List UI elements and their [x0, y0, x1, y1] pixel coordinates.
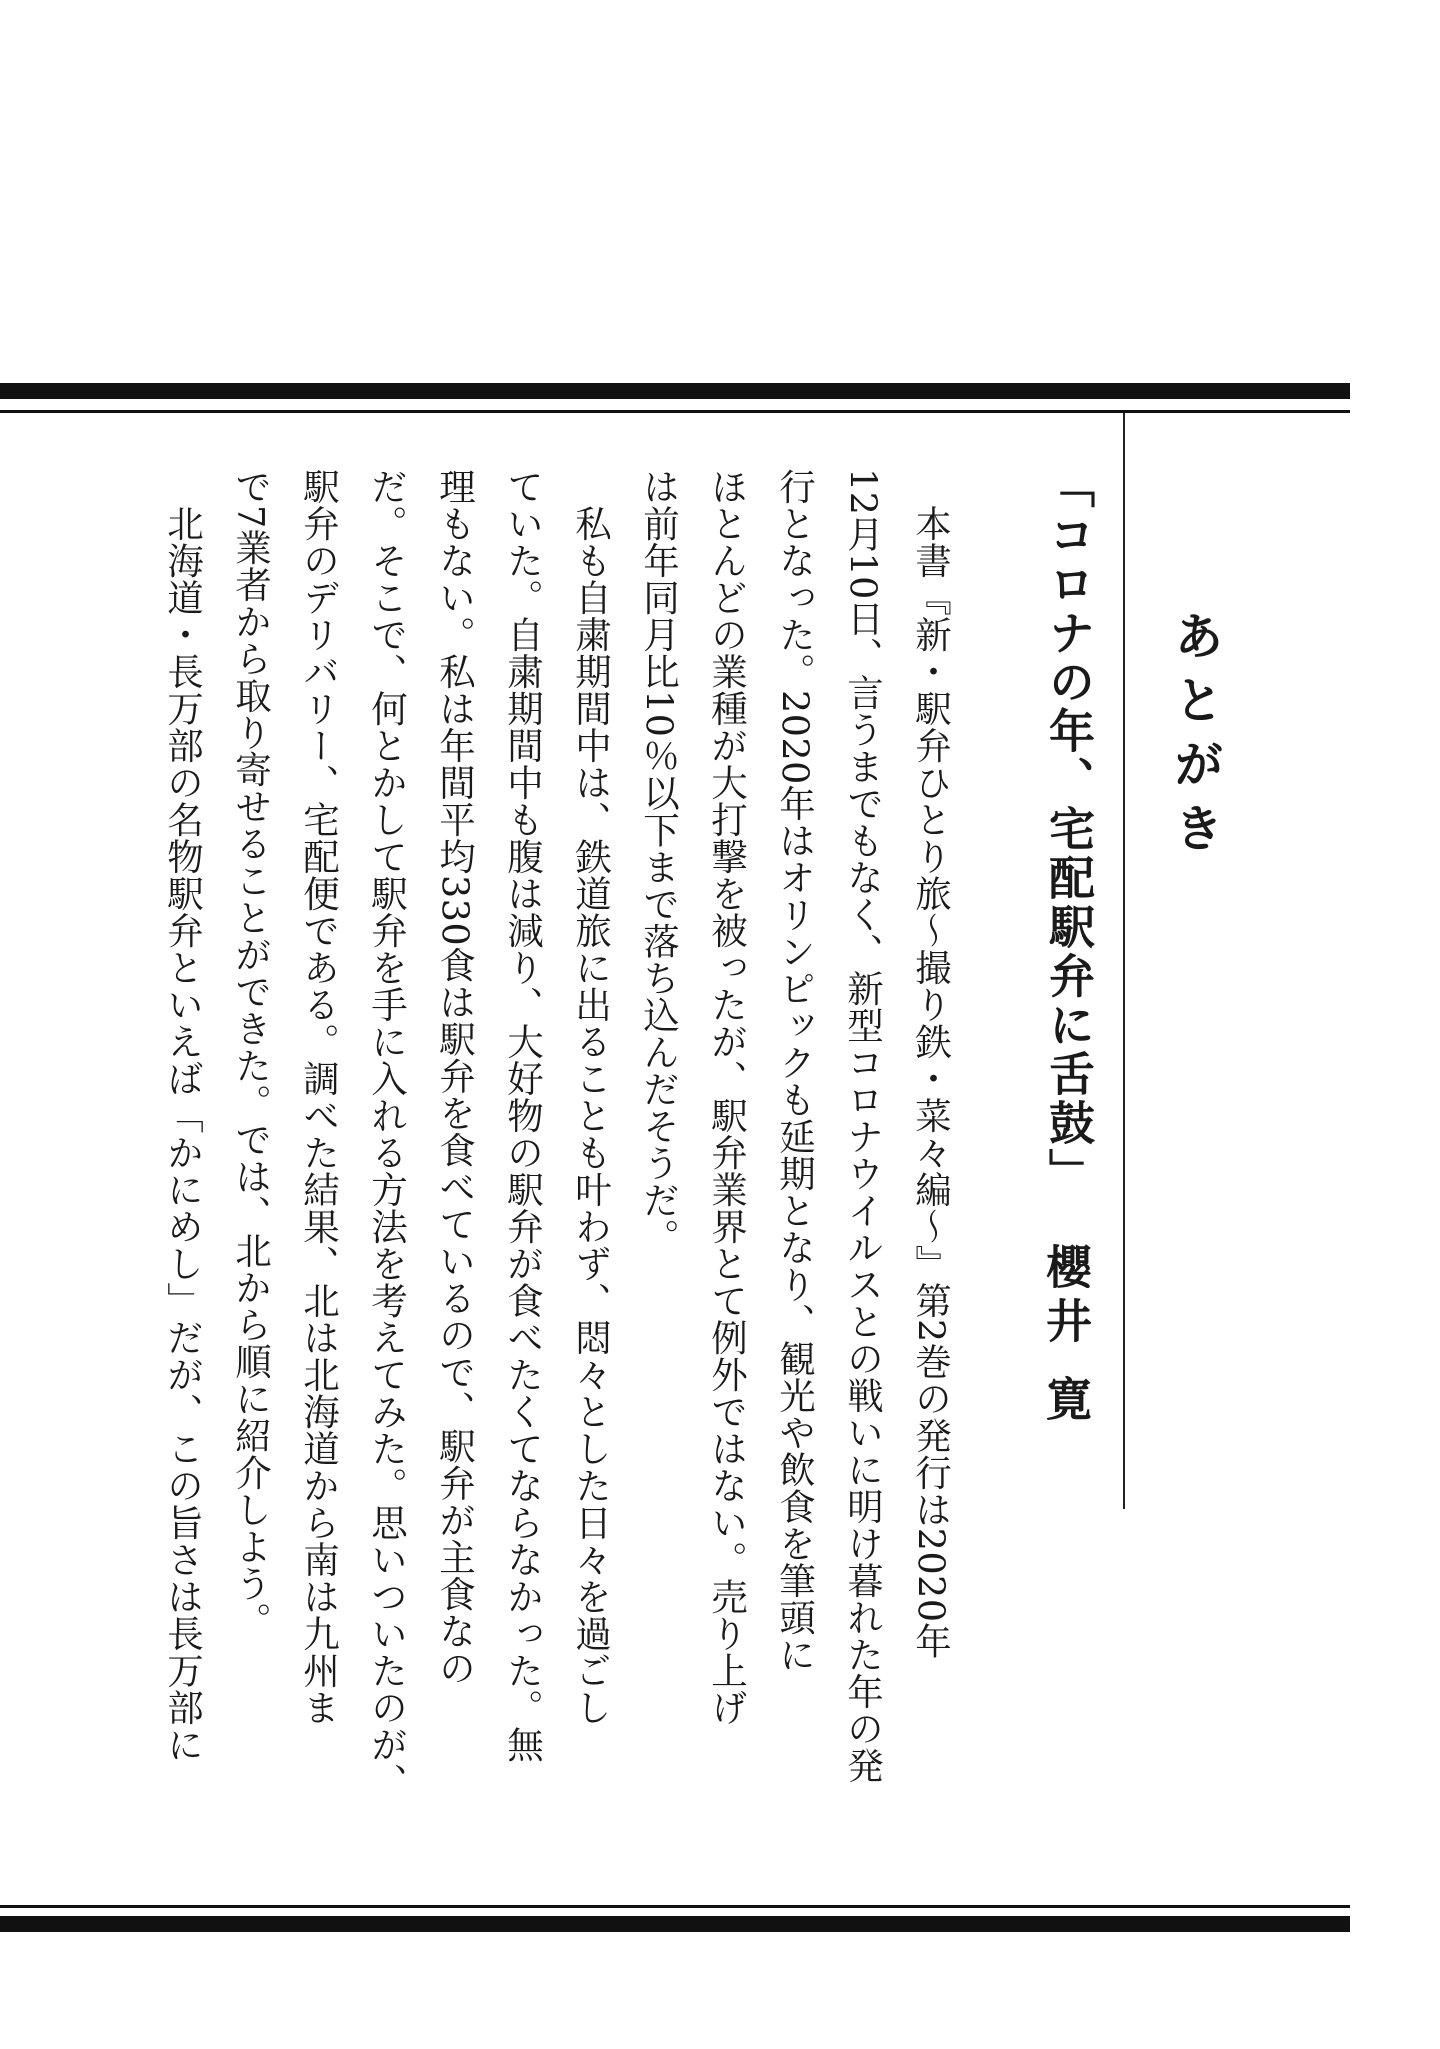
page-heading: あとがき [1166, 610, 1224, 866]
body-line: 駅弁のデリバリー、宅配便である。調べた結果、北は北海道から南は九州ま [297, 468, 341, 1726]
heading-divider [1123, 413, 1125, 1509]
body-line: だ。そこで、何とかして駅弁を手に入れる方法を考えてみた。思いついたのが、 [365, 468, 409, 1800]
essay-subtitle: 「コロナの年、宅配駅弁に舌鼓」 [1042, 462, 1096, 1197]
top-thin-rule [0, 410, 1350, 413]
body-line: 理もない。私は年間平均330食は駅弁を食べているので、駅弁が主食なの [433, 468, 477, 1687]
bottom-thick-rule [0, 1916, 1350, 1932]
body-line: で7業者から取り寄せることができた。では、北から順に紹介しよう。 [229, 468, 273, 1639]
body-line: 私も自粛期間中は、鉄道旅に出ることも叶わず、悶々とした日々を過ごし [569, 468, 613, 1726]
body-line: は前年同月比10％以下まで落ち込んだそうだ。 [637, 468, 681, 1256]
body-line: ていた。自粛期間中も腹は減り、大好物の駅弁が食べたくてならなかった。無 [501, 468, 545, 1763]
bottom-thin-rule [0, 1905, 1350, 1908]
body-line: 12月10日、言うまでもなく、新型コロナウイルスとの戦いに明け暮れた年の発 [841, 468, 885, 1784]
body-line: ほとんどの業種が大打撃を被ったが、駅弁業界とて例外ではない。売り上げ [705, 468, 749, 1726]
body-line: 北海道・長万部の名物駅弁といえば「かにめし」だが、この旨さは長万部に [161, 468, 205, 1763]
body-line: 行となった。2020年はオリンピックも延期となり、観光や飲食を筆頭に [773, 468, 817, 1673]
top-thick-rule [0, 383, 1350, 399]
author-name: 櫻井 寛 [1039, 1243, 1093, 1430]
body-line: 本書『新・駅弁ひとり旅〜撮り鉄・菜々編〜』第2巻の発行は2020年 [909, 468, 953, 1660]
